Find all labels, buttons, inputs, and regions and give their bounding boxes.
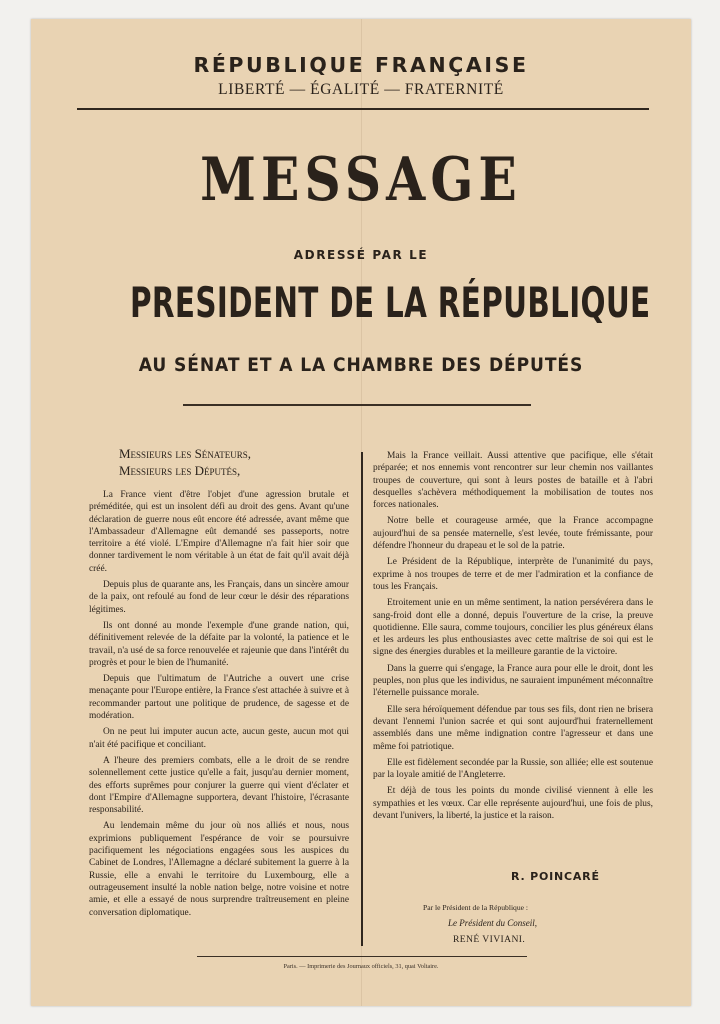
addressed-by-line: ADRESSÉ PAR LE (293, 248, 429, 262)
paragraph: Etroitement unie en un même sentiment, la nation persévérera dans le sang-froid dont elle a donné, depuis l'ouverture de la crise, la preuve quotidienne. Elle saura, comme toujours, concilier les plus généreux élans et les ardeurs les plus enthousiastes avec cette maîtrise de soi qui est le signe des énergies durables et la meilleure garantie de la victoire. (373, 598, 653, 658)
paragraph: Depuis plus de quarante ans, les Français, dans un sincère amour de la paix, ont refoulé au fond de leur cœur le désir des réparations légitimes. (89, 580, 349, 615)
countersign-intro: Par le Président de la République : (423, 903, 529, 912)
paragraph: Elle sera héroïquement défendue par tous ses fils, dont rien ne brisera devant l'ennemi l'union sacrée et qui sont aujourd'hui fraternellement assemblés dans une même indignation contre l'agresseur et dans une même foi patriotique. (373, 704, 653, 752)
paragraph: Mais la France veillait. Aussi attentive que pacifique, elle s'était préparée; et nos ennemis vont rencontrer sur leur chemin nos vaillantes troupes de couverture, qui sont à leurs postes de bataille et à l'abri desquelles s'achèvera méthodiquement la mobilisation de toutes nos forces nationales. (373, 451, 653, 511)
paragraph: Au lendemain même du jour où nos alliés et nous, nous exprimions publiquement l'espérance de voir se poursuivre pacifiquement les négociations engagées sous les auspices du Cabinet de Londres, l'Allemagne a déclaré subitement la guerre à la Russie, elle a envahi le territoire du Luxembourg, elle a outrageusement insulté la noble nation belge, notre voisine et notre amie, et elle a essayé de nous surprendre traîtreusement en pleine conversation diplomatique. (89, 821, 349, 918)
paragraph: La France vient d'être l'objet d'une agression brutale et préméditée, qui est un insolent défi au droit des gens. Avant qu'une déclaration de guerre nous eût encore été adressée, avant même que l'Ambassadeur d'Allemagne eût demandé ses passeports, notre territoire a été violé. L'Empire d'Allemagne n'a fait hier soir que donner tardivement le nom véritable à un état de fait qu'il avait déjà créé. (89, 490, 349, 574)
paragraph: On ne peut lui imputer aucun acte, aucun geste, aucun mot qui n'ait été pacifique et conciliant. (89, 727, 349, 750)
paragraph: Depuis que l'ultimatum de l'Autriche a ouvert une crise menaçante pour l'Europe entière, la France s'est attachée à suivre et à recommander partout une politique de prudence, de sagesse et de modération. (89, 674, 349, 722)
recipients-heading: AU SÉNAT ET A LA CHAMBRE DES DÉPUTÉS (138, 354, 584, 376)
salutation-senators: Messieurs les Sénateurs, (119, 446, 252, 461)
signature-poincare: R. POINCARÉ (511, 870, 600, 883)
national-motto: LIBERTÉ — ÉGALITÉ — FRATERNITÉ (218, 81, 504, 98)
paragraph: Notre belle et courageuse armée, que la France accompagne aujourd'hui de sa pensée maternelle, s'est levée, toute frémissante, pour défendre l'honneur du drapeau et le sol de la patrie. (373, 516, 653, 552)
top-rule (77, 108, 649, 110)
president-heading: PRESIDENT DE LA RÉPUBLIQUE (130, 278, 651, 327)
paragraph: Ils ont donné au monde l'exemple d'une grande nation, qui, définitivement relevée de la défaite par la volonté, la patience et le travail, n'a usé de sa force renouvelée et rajeunie que dans l'intérêt du progrès et pour le bien de l'humanité. (89, 620, 349, 668)
paragraph: Et déjà de tous les points du monde civilisé viennent à elle les sympathies et les vœux. Car elle représente aujourd'hui, une fois de plus, devant l'univers, la liberté, la justice et la raison. (373, 786, 653, 822)
left-column (89, 445, 349, 923)
countersign-title: Le Président du Conseil, (448, 918, 537, 928)
paragraph: Dans la guerre qui s'engage, la France aura pour elle le droit, dont les peuples, non plus que les individus, ne sauraient impunément méconnaître l'éternelle puissance morale. (373, 663, 653, 699)
paragraph: Elle est fidèlement secondée par la Russie, son alliée; elle est soutenue par la loyale amitié de l'Angleterre. (373, 757, 653, 781)
salutation-deputies: Messieurs les Députés, (119, 463, 241, 478)
salutation (119, 445, 349, 479)
middle-rule (183, 404, 531, 406)
bottom-rule (197, 956, 527, 957)
republic-heading: RÉPUBLIQUE FRANÇAISE (193, 53, 529, 77)
paragraph: Le Président de la République, interprète de l'unanimité du pays, exprime à nos troupes de terre et de mer l'admiration et la confiance de tous les Français. (373, 557, 653, 592)
paragraph: A l'heure des premiers combats, elle a le droit de se rendre solennellement cette justice qu'elle a fait, jusqu'au dernier moment, des efforts suprêmes pour conjurer la guerre qui vient d'éclater et dont l'Empire d'Allemagne supportera, devant l'histoire, l'écrasante responsabilité. (89, 755, 349, 816)
printer-imprint: Paris. — Imprimerie des Journaux officiels, 31, quai Voltaire. (283, 963, 439, 970)
message-title: MESSAGE (200, 145, 522, 215)
countersign-name: RENÉ VIVIANI. (453, 934, 526, 945)
poster (31, 19, 691, 1006)
right-column (373, 450, 653, 826)
column-divider (361, 452, 363, 946)
